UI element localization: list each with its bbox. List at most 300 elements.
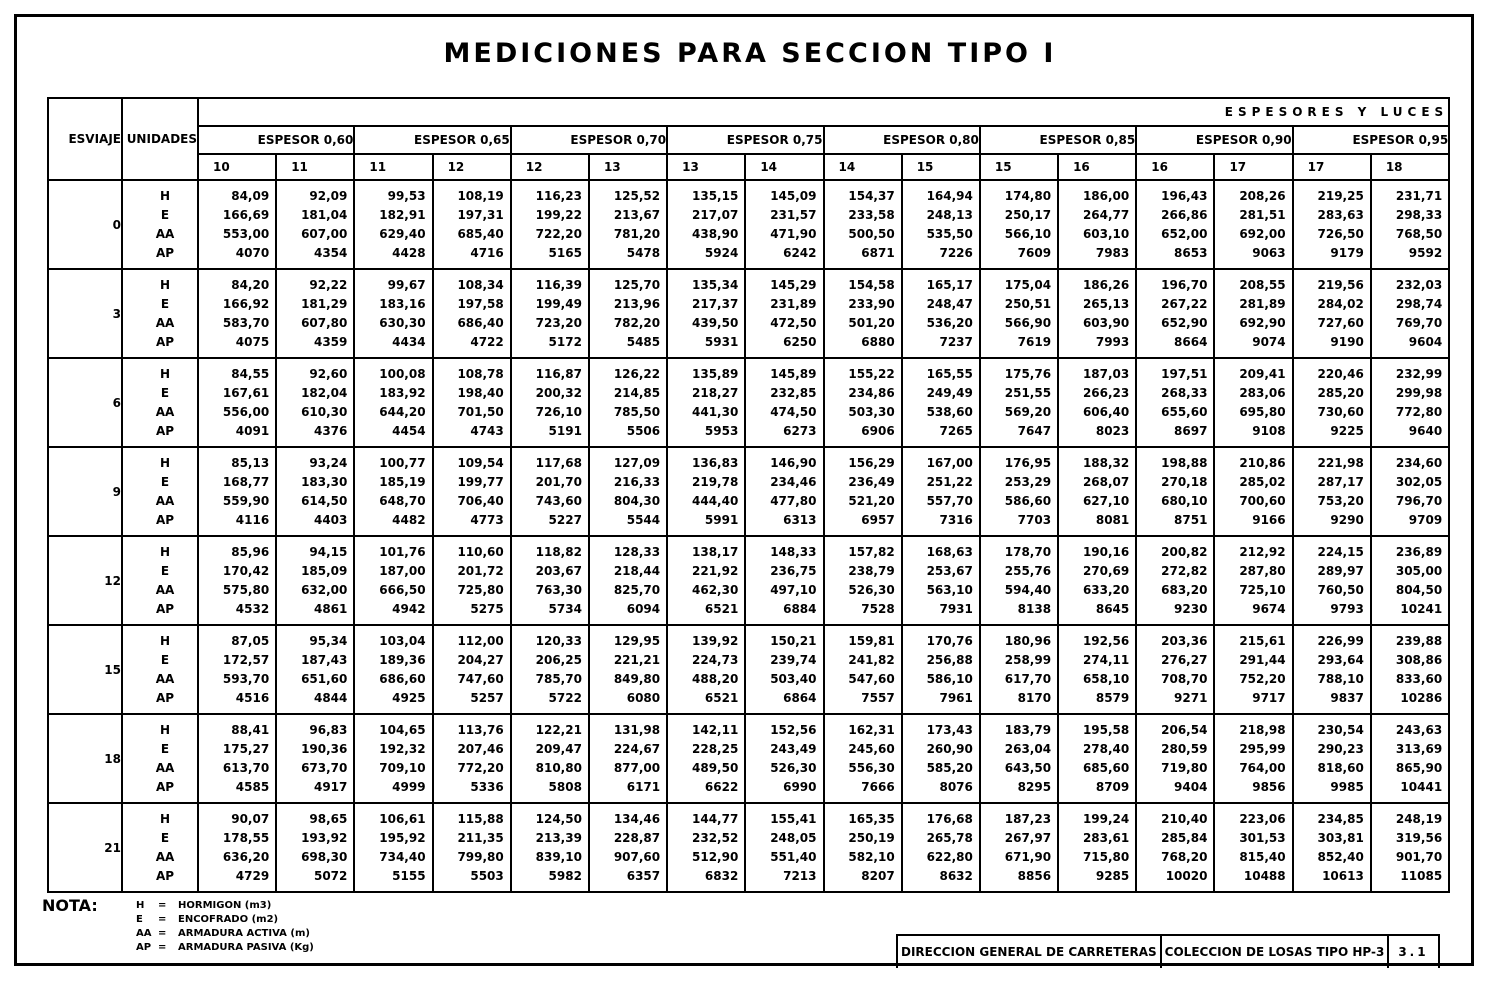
value: 472,50 bbox=[770, 315, 817, 330]
table-row bbox=[48, 714, 1449, 803]
value-cell bbox=[1293, 536, 1371, 625]
value: 285,20 bbox=[1317, 385, 1364, 400]
value: 752,20 bbox=[1239, 671, 1286, 686]
value: 9856 bbox=[1252, 779, 1286, 794]
value: 113,76 bbox=[457, 722, 504, 737]
value: 4722 bbox=[470, 334, 504, 349]
value: 680,10 bbox=[1161, 493, 1208, 508]
espesor-header: ESPESOR 0,60 bbox=[198, 126, 354, 154]
value: 877,00 bbox=[613, 760, 661, 775]
value-cell bbox=[980, 803, 1058, 892]
units-cell bbox=[122, 269, 198, 358]
value: 233,58 bbox=[848, 207, 895, 222]
unit-label: AP bbox=[155, 245, 175, 260]
value: 230,54 bbox=[1317, 722, 1364, 737]
title-block-collection: COLECCION DE LOSAS TIPO HP-3 bbox=[1162, 936, 1390, 968]
luz-header: 17 bbox=[1293, 154, 1371, 180]
value: 199,77 bbox=[457, 474, 504, 489]
value: 4999 bbox=[392, 779, 426, 794]
value: 655,60 bbox=[1161, 404, 1208, 419]
value-cell bbox=[1371, 180, 1449, 269]
value-cell bbox=[433, 714, 511, 803]
value: 648,70 bbox=[379, 493, 426, 508]
units-cell bbox=[122, 358, 198, 447]
value-cell bbox=[980, 625, 1058, 714]
value: 692,90 bbox=[1239, 315, 1286, 330]
value: 266,23 bbox=[1082, 385, 1130, 400]
unit-label: E bbox=[160, 563, 170, 578]
value: 5722 bbox=[548, 690, 582, 705]
value: 5931 bbox=[704, 334, 739, 349]
value: 652,00 bbox=[1161, 226, 1208, 241]
value: 248,47 bbox=[926, 296, 973, 311]
value-cell bbox=[1293, 269, 1371, 358]
nota-label: NOTA: bbox=[42, 896, 98, 915]
value: 190,16 bbox=[1082, 544, 1130, 559]
value: 305,00 bbox=[1395, 563, 1443, 578]
value: 166,69 bbox=[222, 207, 270, 222]
value: 10613 bbox=[1322, 868, 1364, 883]
value: 232,85 bbox=[770, 385, 817, 400]
value: 772,80 bbox=[1395, 404, 1443, 419]
luz-header: 15 bbox=[980, 154, 1058, 180]
value-cell bbox=[354, 447, 432, 536]
value: 8632 bbox=[939, 868, 973, 883]
value: 170,76 bbox=[926, 633, 973, 648]
unit-label: AP bbox=[155, 334, 175, 349]
value: 150,21 bbox=[770, 633, 817, 648]
value: 127,09 bbox=[613, 455, 661, 470]
value: 444,40 bbox=[692, 493, 739, 508]
value: 632,00 bbox=[301, 582, 348, 597]
value: 501,20 bbox=[848, 315, 895, 330]
value: 155,22 bbox=[848, 366, 895, 381]
value-cell bbox=[824, 180, 902, 269]
value: 145,09 bbox=[770, 188, 817, 203]
header-row-3 bbox=[48, 154, 1449, 180]
value-cell bbox=[824, 625, 902, 714]
value: 685,60 bbox=[1082, 760, 1130, 775]
header-row-2 bbox=[48, 126, 1449, 154]
value: 4729 bbox=[235, 868, 270, 883]
value: 9640 bbox=[1408, 423, 1443, 438]
value-cell bbox=[589, 447, 667, 536]
value: 197,51 bbox=[1161, 366, 1208, 381]
value: 274,11 bbox=[1082, 652, 1130, 667]
value-cell bbox=[1058, 447, 1136, 536]
value: 287,17 bbox=[1317, 474, 1364, 489]
value: 109,54 bbox=[457, 455, 504, 470]
value: 95,34 bbox=[309, 633, 348, 648]
value: 159,81 bbox=[848, 633, 895, 648]
unit-label: AA bbox=[155, 315, 175, 330]
nota-text: ARMADURA PASIVA (Kg) bbox=[178, 942, 314, 953]
value: 607,00 bbox=[301, 226, 348, 241]
value-cell bbox=[667, 625, 745, 714]
value-cell bbox=[354, 536, 432, 625]
value: 135,34 bbox=[692, 277, 739, 292]
value-cell bbox=[902, 180, 980, 269]
value: 4516 bbox=[235, 690, 270, 705]
value: 6957 bbox=[861, 512, 895, 527]
value: 213,39 bbox=[535, 830, 582, 845]
value: 8170 bbox=[1017, 690, 1052, 705]
value: 234,85 bbox=[1317, 811, 1364, 826]
value: 180,96 bbox=[1004, 633, 1052, 648]
value: 633,20 bbox=[1082, 582, 1130, 597]
value: 199,22 bbox=[535, 207, 582, 222]
value: 686,40 bbox=[457, 315, 504, 330]
value: 283,06 bbox=[1239, 385, 1286, 400]
value: 723,20 bbox=[535, 315, 582, 330]
value: 9604 bbox=[1408, 334, 1443, 349]
value: 144,77 bbox=[692, 811, 739, 826]
unit-label: E bbox=[160, 296, 170, 311]
value: 272,82 bbox=[1161, 563, 1208, 578]
value: 4091 bbox=[235, 423, 270, 438]
value-cell bbox=[198, 269, 276, 358]
value: 210,86 bbox=[1239, 455, 1286, 470]
value: 743,60 bbox=[535, 493, 582, 508]
value: 439,50 bbox=[692, 315, 739, 330]
value: 142,11 bbox=[692, 722, 739, 737]
value: 187,00 bbox=[379, 563, 426, 578]
value-cell bbox=[511, 625, 589, 714]
value: 685,40 bbox=[457, 226, 504, 241]
value: 126,22 bbox=[613, 366, 661, 381]
value: 7316 bbox=[939, 512, 973, 527]
value: 170,42 bbox=[222, 563, 270, 578]
luz-header: 17 bbox=[1214, 154, 1292, 180]
value: 7557 bbox=[861, 690, 895, 705]
value: 84,55 bbox=[231, 366, 270, 381]
value: 175,04 bbox=[1004, 277, 1052, 292]
nota-text: ENCOFRADO (m2) bbox=[178, 914, 279, 925]
value: 569,20 bbox=[1004, 404, 1052, 419]
value: 138,17 bbox=[692, 544, 739, 559]
value: 178,55 bbox=[222, 830, 270, 845]
value: 124,50 bbox=[535, 811, 582, 826]
value: 8664 bbox=[1174, 334, 1208, 349]
value-cell bbox=[667, 269, 745, 358]
value: 566,10 bbox=[1004, 226, 1052, 241]
title-block-org: DIRECCION GENERAL DE CARRETERAS bbox=[898, 936, 1162, 968]
value-cell bbox=[1371, 536, 1449, 625]
value: 213,67 bbox=[613, 207, 661, 222]
value: 228,87 bbox=[613, 830, 661, 845]
value: 526,30 bbox=[770, 760, 817, 775]
value: 9063 bbox=[1252, 245, 1286, 260]
value: 251,22 bbox=[926, 474, 973, 489]
value: 195,58 bbox=[1082, 722, 1130, 737]
value: 226,99 bbox=[1317, 633, 1364, 648]
value: 9793 bbox=[1330, 601, 1364, 616]
value: 266,86 bbox=[1161, 207, 1208, 222]
value: 551,40 bbox=[770, 849, 817, 864]
nota-abbr: H bbox=[136, 900, 145, 911]
value-cell bbox=[745, 180, 823, 269]
table-row bbox=[48, 447, 1449, 536]
value: 167,61 bbox=[222, 385, 270, 400]
value: 722,20 bbox=[535, 226, 582, 241]
value: 260,90 bbox=[926, 741, 973, 756]
value: 8081 bbox=[1095, 512, 1130, 527]
value: 4532 bbox=[235, 601, 270, 616]
value: 6357 bbox=[626, 868, 661, 883]
unit-label: AP bbox=[155, 601, 175, 616]
value: 210,40 bbox=[1161, 811, 1208, 826]
value: 175,27 bbox=[222, 741, 270, 756]
value: 566,90 bbox=[1004, 315, 1052, 330]
value: 145,29 bbox=[770, 277, 817, 292]
value: 100,08 bbox=[379, 366, 426, 381]
value: 462,30 bbox=[692, 582, 739, 597]
value: 245,60 bbox=[848, 741, 895, 756]
value: 644,20 bbox=[379, 404, 426, 419]
value: 183,16 bbox=[379, 296, 426, 311]
value: 4116 bbox=[235, 512, 270, 527]
value: 213,96 bbox=[613, 296, 661, 311]
value: 299,98 bbox=[1395, 385, 1443, 400]
value: 8645 bbox=[1095, 601, 1130, 616]
value: 833,60 bbox=[1395, 671, 1443, 686]
value: 234,46 bbox=[770, 474, 817, 489]
value: 512,90 bbox=[692, 849, 739, 864]
value: 203,67 bbox=[535, 563, 582, 578]
value-cell bbox=[980, 269, 1058, 358]
value: 90,07 bbox=[231, 811, 270, 826]
value: 94,15 bbox=[309, 544, 348, 559]
value: 5991 bbox=[704, 512, 739, 527]
value: 290,23 bbox=[1317, 741, 1364, 756]
value: 5982 bbox=[548, 868, 582, 883]
value: 243,49 bbox=[770, 741, 817, 756]
value: 700,60 bbox=[1239, 493, 1286, 508]
value: 165,35 bbox=[848, 811, 895, 826]
value-cell bbox=[1214, 625, 1292, 714]
value: 208,26 bbox=[1239, 188, 1286, 203]
value: 4716 bbox=[470, 245, 504, 260]
value-cell bbox=[1293, 447, 1371, 536]
nota-item bbox=[136, 913, 314, 927]
value: 10488 bbox=[1243, 868, 1286, 883]
value: 178,70 bbox=[1004, 544, 1052, 559]
value: 4925 bbox=[392, 690, 426, 705]
value: 122,21 bbox=[535, 722, 582, 737]
value: 6990 bbox=[783, 779, 817, 794]
nota-equals: = bbox=[158, 900, 167, 911]
value: 666,50 bbox=[379, 582, 426, 597]
nota-abbr: AA bbox=[136, 928, 152, 939]
value: 116,39 bbox=[535, 277, 582, 292]
value: 582,10 bbox=[848, 849, 895, 864]
unit-label: E bbox=[160, 385, 170, 400]
value: 5808 bbox=[548, 779, 582, 794]
value: 199,24 bbox=[1082, 811, 1130, 826]
value: 200,82 bbox=[1161, 544, 1208, 559]
value: 186,26 bbox=[1082, 277, 1130, 292]
nota-equals: = bbox=[158, 928, 167, 939]
value: 276,27 bbox=[1161, 652, 1208, 667]
value: 92,09 bbox=[309, 188, 348, 203]
value: 474,50 bbox=[770, 404, 817, 419]
value: 92,60 bbox=[309, 366, 348, 381]
value: 9166 bbox=[1252, 512, 1286, 527]
value: 4773 bbox=[470, 512, 504, 527]
value: 301,53 bbox=[1239, 830, 1286, 845]
value-cell bbox=[980, 358, 1058, 447]
value: 192,32 bbox=[379, 741, 426, 756]
value: 100,77 bbox=[379, 455, 426, 470]
value: 248,13 bbox=[926, 207, 973, 222]
value: 224,15 bbox=[1317, 544, 1364, 559]
value: 695,80 bbox=[1239, 404, 1286, 419]
unit-label: H bbox=[159, 188, 171, 203]
value: 796,70 bbox=[1395, 493, 1443, 508]
value: 4359 bbox=[313, 334, 348, 349]
value-cell bbox=[354, 625, 432, 714]
value: 5544 bbox=[626, 512, 661, 527]
value: 585,20 bbox=[926, 760, 973, 775]
value: 270,69 bbox=[1082, 563, 1130, 578]
value-cell bbox=[589, 269, 667, 358]
value-cell bbox=[276, 447, 354, 536]
table-row bbox=[48, 536, 1449, 625]
value: 4376 bbox=[313, 423, 348, 438]
value-cell bbox=[1293, 625, 1371, 714]
value: 727,60 bbox=[1317, 315, 1364, 330]
value: 264,77 bbox=[1082, 207, 1130, 222]
unit-label: AP bbox=[155, 868, 175, 883]
value-cell bbox=[354, 714, 432, 803]
value: 110,60 bbox=[457, 544, 504, 559]
value: 10020 bbox=[1165, 868, 1208, 883]
value: 785,70 bbox=[535, 671, 582, 686]
unit-label: H bbox=[159, 366, 171, 381]
value: 162,31 bbox=[848, 722, 895, 737]
value: 6906 bbox=[861, 423, 895, 438]
value: 4403 bbox=[313, 512, 348, 527]
value: 108,19 bbox=[457, 188, 504, 203]
value: 250,19 bbox=[848, 830, 895, 845]
value-cell bbox=[1293, 180, 1371, 269]
value: 87,05 bbox=[231, 633, 270, 648]
value-cell bbox=[1293, 714, 1371, 803]
value-cell bbox=[667, 536, 745, 625]
value: 219,78 bbox=[692, 474, 739, 489]
value: 594,40 bbox=[1004, 582, 1052, 597]
value: 5478 bbox=[626, 245, 661, 260]
value: 256,88 bbox=[926, 652, 973, 667]
esviaje-value: 18 bbox=[48, 714, 122, 803]
value: 265,13 bbox=[1082, 296, 1130, 311]
value: 135,89 bbox=[692, 366, 739, 381]
value-cell bbox=[1214, 447, 1292, 536]
esviaje-value: 3 bbox=[48, 269, 122, 358]
value: 103,04 bbox=[379, 633, 426, 648]
page-title: MEDICIONES PARA SECCION TIPO I bbox=[443, 38, 1057, 69]
value: 253,67 bbox=[926, 563, 973, 578]
value: 152,56 bbox=[770, 722, 817, 737]
value: 9709 bbox=[1408, 512, 1443, 527]
value: 629,40 bbox=[379, 226, 426, 241]
value-cell bbox=[276, 714, 354, 803]
value: 280,59 bbox=[1161, 741, 1208, 756]
value-cell bbox=[1214, 714, 1292, 803]
value: 6871 bbox=[861, 245, 895, 260]
title-block bbox=[896, 934, 1440, 968]
unit-label: H bbox=[159, 722, 171, 737]
unit-label: AA bbox=[155, 493, 175, 508]
value-cell bbox=[198, 803, 276, 892]
value: 538,60 bbox=[926, 404, 973, 419]
value: 8697 bbox=[1174, 423, 1208, 438]
value: 188,32 bbox=[1082, 455, 1130, 470]
value: 8076 bbox=[939, 779, 973, 794]
value-cell bbox=[1371, 447, 1449, 536]
value: 7666 bbox=[861, 779, 895, 794]
value: 8856 bbox=[1017, 868, 1052, 883]
value: 219,56 bbox=[1317, 277, 1364, 292]
value: 183,92 bbox=[379, 385, 426, 400]
units-cell bbox=[122, 803, 198, 892]
value: 7993 bbox=[1095, 334, 1130, 349]
value: 238,79 bbox=[848, 563, 895, 578]
value: 212,92 bbox=[1239, 544, 1286, 559]
value-cell bbox=[824, 447, 902, 536]
value: 231,57 bbox=[770, 207, 817, 222]
value: 164,94 bbox=[926, 188, 973, 203]
value: 603,90 bbox=[1082, 315, 1130, 330]
value: 6880 bbox=[861, 334, 895, 349]
value: 4454 bbox=[392, 423, 426, 438]
value: 9717 bbox=[1252, 690, 1286, 705]
value: 7961 bbox=[939, 690, 973, 705]
value: 221,92 bbox=[692, 563, 739, 578]
value: 135,15 bbox=[692, 188, 739, 203]
value-cell bbox=[589, 625, 667, 714]
luz-header: 12 bbox=[511, 154, 589, 180]
value-cell bbox=[1214, 536, 1292, 625]
value: 154,37 bbox=[848, 188, 895, 203]
value: 768,20 bbox=[1161, 849, 1208, 864]
value: 6250 bbox=[783, 334, 817, 349]
value: 236,49 bbox=[848, 474, 895, 489]
unit-label: AA bbox=[155, 404, 175, 419]
value: 5172 bbox=[548, 334, 582, 349]
espesor-header: ESPESOR 0,85 bbox=[980, 126, 1136, 154]
value: 9404 bbox=[1174, 779, 1208, 794]
value: 220,46 bbox=[1317, 366, 1364, 381]
value: 165,17 bbox=[926, 277, 973, 292]
value: 267,97 bbox=[1004, 830, 1052, 845]
value: 181,04 bbox=[301, 207, 348, 222]
value-cell bbox=[1371, 269, 1449, 358]
value-cell bbox=[276, 269, 354, 358]
unit-label: H bbox=[159, 455, 171, 470]
value: 216,33 bbox=[613, 474, 661, 489]
value: 764,00 bbox=[1239, 760, 1286, 775]
value: 168,77 bbox=[222, 474, 270, 489]
value: 303,81 bbox=[1317, 830, 1364, 845]
unit-label: E bbox=[160, 207, 170, 222]
value-cell bbox=[1136, 447, 1214, 536]
value: 263,04 bbox=[1004, 741, 1052, 756]
value: 168,63 bbox=[926, 544, 973, 559]
value: 291,44 bbox=[1239, 652, 1286, 667]
value: 154,58 bbox=[848, 277, 895, 292]
value: 804,30 bbox=[613, 493, 661, 508]
